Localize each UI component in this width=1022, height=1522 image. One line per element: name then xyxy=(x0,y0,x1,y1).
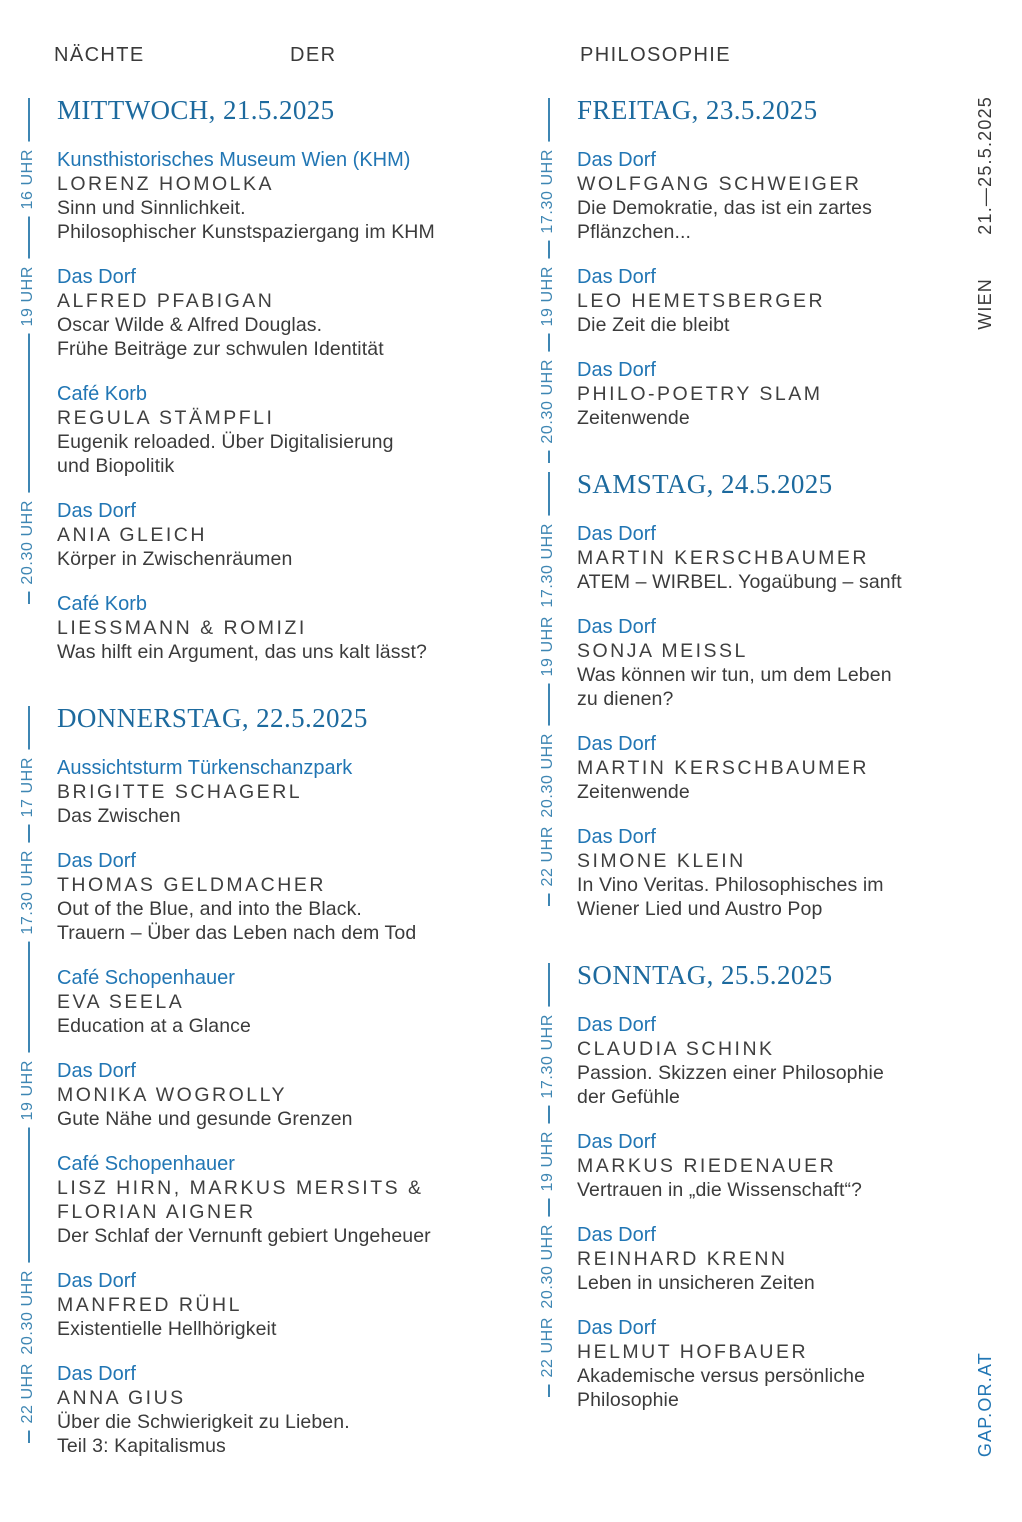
event-speaker-name: WOLFGANG SCHWEIGER xyxy=(577,173,862,195)
event-speaker-name: FLORIAN AIGNER xyxy=(57,1201,256,1223)
event-venue: Das Dorf xyxy=(57,1363,136,1385)
day-section xyxy=(19,702,519,1458)
event-item xyxy=(19,265,519,361)
event-venue: Das Dorf xyxy=(577,1224,656,1246)
event-description-line: Zeitenwende xyxy=(577,781,690,803)
event-venue: Das Dorf xyxy=(57,266,136,288)
event-description-line: Akademische versus persönliche xyxy=(577,1365,866,1387)
event-item xyxy=(57,1152,519,1248)
event-speaker-name: MONIKA WOGROLLY xyxy=(57,1084,288,1106)
day-heading: FREITAG, 23.5.2025 xyxy=(577,95,818,125)
event-description-line: Über die Schwierigkeit zu Lieben. xyxy=(57,1411,350,1433)
event-time-label: 19 UHR xyxy=(537,1124,559,1199)
event-description-line: Körper in Zwischenräumen xyxy=(57,548,293,570)
event-time-label: 22 UHR xyxy=(537,819,559,894)
event-speaker-name: LIESSMANN & ROMIZI xyxy=(57,617,307,639)
event-description-line: Was können wir tun, um dem Leben xyxy=(577,664,892,686)
poster-date-range: 21.—25.5.2025 xyxy=(975,96,995,235)
event-speaker-name: BRIGITTE SCHAGERL xyxy=(57,781,303,803)
event-time-label: 22 UHR xyxy=(17,1356,39,1431)
event-venue: Das Dorf xyxy=(577,523,656,545)
event-speaker-name: THOMAS GELDMACHER xyxy=(57,874,326,896)
event-venue: Das Dorf xyxy=(577,1014,656,1036)
event-speaker-name: HELMUT HOFBAUER xyxy=(577,1341,809,1363)
event-item xyxy=(539,732,999,818)
event-time-label: 20.30 UHR xyxy=(537,726,559,825)
event-time-label: 20.30 UHR xyxy=(17,1263,39,1362)
event-venue: Das Dorf xyxy=(57,1060,136,1082)
event-time-label: 17.30 UHR xyxy=(17,843,39,942)
poster-website-url: GAP.OR.AT xyxy=(975,1352,995,1458)
day-heading: DONNERSTAG, 22.5.2025 xyxy=(57,703,368,733)
event-speaker-name: REINHARD KRENN xyxy=(577,1248,788,1270)
event-description-line: Zeitenwende xyxy=(577,407,690,429)
event-description-line: ATEM – WIRBEL. Yogaübung – sanft xyxy=(577,571,902,593)
event-description-line: Gute Nähe und gesunde Grenzen xyxy=(57,1108,353,1130)
event-speaker-name: MARKUS RIEDENAUER xyxy=(577,1155,837,1177)
day-section xyxy=(539,94,999,444)
event-time-label: 20.30 UHR xyxy=(537,352,559,451)
event-item xyxy=(539,148,999,244)
day-heading: SAMSTAG, 24.5.2025 xyxy=(577,469,833,499)
event-time-label: 22 UHR xyxy=(537,1310,559,1385)
day-section xyxy=(539,468,999,921)
event-speaker-name: PHILO-POETRY SLAM xyxy=(577,383,823,405)
event-item xyxy=(539,615,999,711)
event-venue: Das Dorf xyxy=(57,850,136,872)
event-description-line: Eugenik reloaded. Über Digitalisierung xyxy=(57,431,394,453)
event-venue: Das Dorf xyxy=(577,826,656,848)
event-venue: Das Dorf xyxy=(577,1131,656,1153)
event-time-label: 17.30 UHR xyxy=(537,142,559,241)
event-venue: Café Korb xyxy=(57,383,148,405)
event-description-line: Frühe Beiträge zur schwulen Identität xyxy=(57,338,384,360)
event-venue: Café Korb xyxy=(57,593,148,615)
event-description-line: Teil 3: Kapitalismus xyxy=(57,1435,226,1457)
event-speaker-name: LORENZ HOMOLKA xyxy=(57,173,275,195)
event-description-line: Oscar Wilde & Alfred Douglas. xyxy=(57,314,323,336)
event-description-line: Die Demokratie, das ist ein zartes xyxy=(577,197,872,219)
event-item xyxy=(539,1223,999,1309)
event-speaker-name: ANNA GIUS xyxy=(57,1387,186,1409)
event-item xyxy=(539,1013,999,1109)
day-heading: SONNTAG, 25.5.2025 xyxy=(577,960,833,990)
event-time-label: 17.30 UHR xyxy=(537,1007,559,1106)
schedule-column-right xyxy=(539,94,999,1450)
event-speaker-name: REGULA STÄMPFLI xyxy=(57,407,275,429)
event-description-line: Die Zeit die bleibt xyxy=(577,314,730,336)
event-item xyxy=(539,358,999,444)
poster-title-word-naechte: NÄCHTE xyxy=(54,44,145,66)
event-description-line: Wiener Lied und Austro Pop xyxy=(577,898,823,920)
day-section xyxy=(19,94,519,664)
event-item xyxy=(19,849,519,945)
event-item xyxy=(19,1362,519,1458)
event-description-line: Out of the Blue, and into the Black. xyxy=(57,898,362,920)
event-time-label: 17.30 UHR xyxy=(537,516,559,615)
event-description-line: Leben in unsicheren Zeiten xyxy=(577,1272,815,1294)
schedule-column-left xyxy=(19,94,519,1496)
poster-city-label: WIEN xyxy=(975,278,995,330)
event-speaker-name: SONJA MEISSL xyxy=(577,640,748,662)
event-venue: Café Schopenhauer xyxy=(57,967,235,989)
event-description-line: In Vino Veritas. Philosophisches im xyxy=(577,874,884,896)
event-venue: Aussichtsturm Türkenschanzpark xyxy=(57,757,353,779)
event-venue: Das Dorf xyxy=(577,1317,656,1339)
event-description-line: Was hilft ein Argument, das uns kalt lässt? xyxy=(57,641,427,663)
event-speaker-name: CLAUDIA SCHINK xyxy=(577,1038,775,1060)
event-description-line: Sinn und Sinnlichkeit. xyxy=(57,197,246,219)
day-section xyxy=(539,959,999,1412)
event-time-label: 17 UHR xyxy=(17,750,39,825)
event-speaker-name: ALFRED PFABIGAN xyxy=(57,290,275,312)
event-item xyxy=(19,499,519,585)
poster-title-word-der: DER xyxy=(290,44,337,66)
event-item xyxy=(19,1059,519,1131)
event-description-line: Passion. Skizzen einer Philosophie xyxy=(577,1062,884,1084)
event-time-label: 19 UHR xyxy=(17,1053,39,1128)
event-item xyxy=(539,825,999,921)
event-venue: Das Dorf xyxy=(57,1270,136,1292)
event-time-label: 20.30 UHR xyxy=(17,493,39,592)
event-time-label: 19 UHR xyxy=(537,259,559,334)
event-venue: Das Dorf xyxy=(577,149,656,171)
event-description-line: Philosophie xyxy=(577,1389,679,1411)
event-description-line: Philosophischer Kunstspaziergang im KHM xyxy=(57,221,435,243)
event-time-label: 16 UHR xyxy=(17,142,39,217)
event-description-line: Education at a Glance xyxy=(57,1015,251,1037)
event-item xyxy=(539,1130,999,1202)
event-item xyxy=(539,522,999,608)
event-time-label: 20.30 UHR xyxy=(537,1217,559,1316)
event-speaker-name: LEO HEMETSBERGER xyxy=(577,290,826,312)
event-description-line: Existentielle Hellhörigkeit xyxy=(57,1318,277,1340)
event-venue: Das Dorf xyxy=(577,266,656,288)
event-description-line: Der Schlaf der Vernunft gebiert Ungeheuer xyxy=(57,1225,431,1247)
event-speaker-name: ANIA GLEICH xyxy=(57,524,207,546)
event-item xyxy=(539,265,999,337)
event-description-line: der Gefühle xyxy=(577,1086,680,1108)
event-speaker-name: LISZ HIRN, MARKUS MERSITS & xyxy=(57,1177,424,1199)
event-venue: Kunsthistorisches Museum Wien (KHM) xyxy=(57,149,411,171)
event-speaker-name: MARTIN KERSCHBAUMER xyxy=(577,547,870,569)
event-time-label: 19 UHR xyxy=(17,259,39,334)
event-item xyxy=(19,756,519,828)
event-item xyxy=(539,1316,999,1412)
event-description-line: Pflänzchen... xyxy=(577,221,692,243)
event-description-line: Das Zwischen xyxy=(57,805,181,827)
event-item xyxy=(57,966,519,1038)
event-time-label: 19 UHR xyxy=(537,609,559,684)
event-venue: Das Dorf xyxy=(577,733,656,755)
event-speaker-name: SIMONE KLEIN xyxy=(577,850,746,872)
event-venue: Café Schopenhauer xyxy=(57,1153,235,1175)
event-item xyxy=(57,592,519,664)
day-heading: MITTWOCH, 21.5.2025 xyxy=(57,95,335,125)
event-speaker-name: MARTIN KERSCHBAUMER xyxy=(577,757,870,779)
event-description-line: und Biopolitik xyxy=(57,455,175,477)
event-item xyxy=(19,1269,519,1355)
event-item xyxy=(19,148,519,244)
event-speaker-name: MANFRED RÜHL xyxy=(57,1294,242,1316)
event-description-line: Vertrauen in „die Wissenschaft“? xyxy=(577,1179,862,1201)
event-description-line: Trauern – Über das Leben nach dem Tod xyxy=(57,922,417,944)
event-venue: Das Dorf xyxy=(577,359,656,381)
poster-title-word-philosophie: PHILOSOPHIE xyxy=(580,44,731,66)
event-description-line: zu dienen? xyxy=(577,688,674,710)
event-item xyxy=(57,382,519,478)
event-venue: Das Dorf xyxy=(57,500,136,522)
event-speaker-name: EVA SEELA xyxy=(57,991,185,1013)
event-venue: Das Dorf xyxy=(577,616,656,638)
